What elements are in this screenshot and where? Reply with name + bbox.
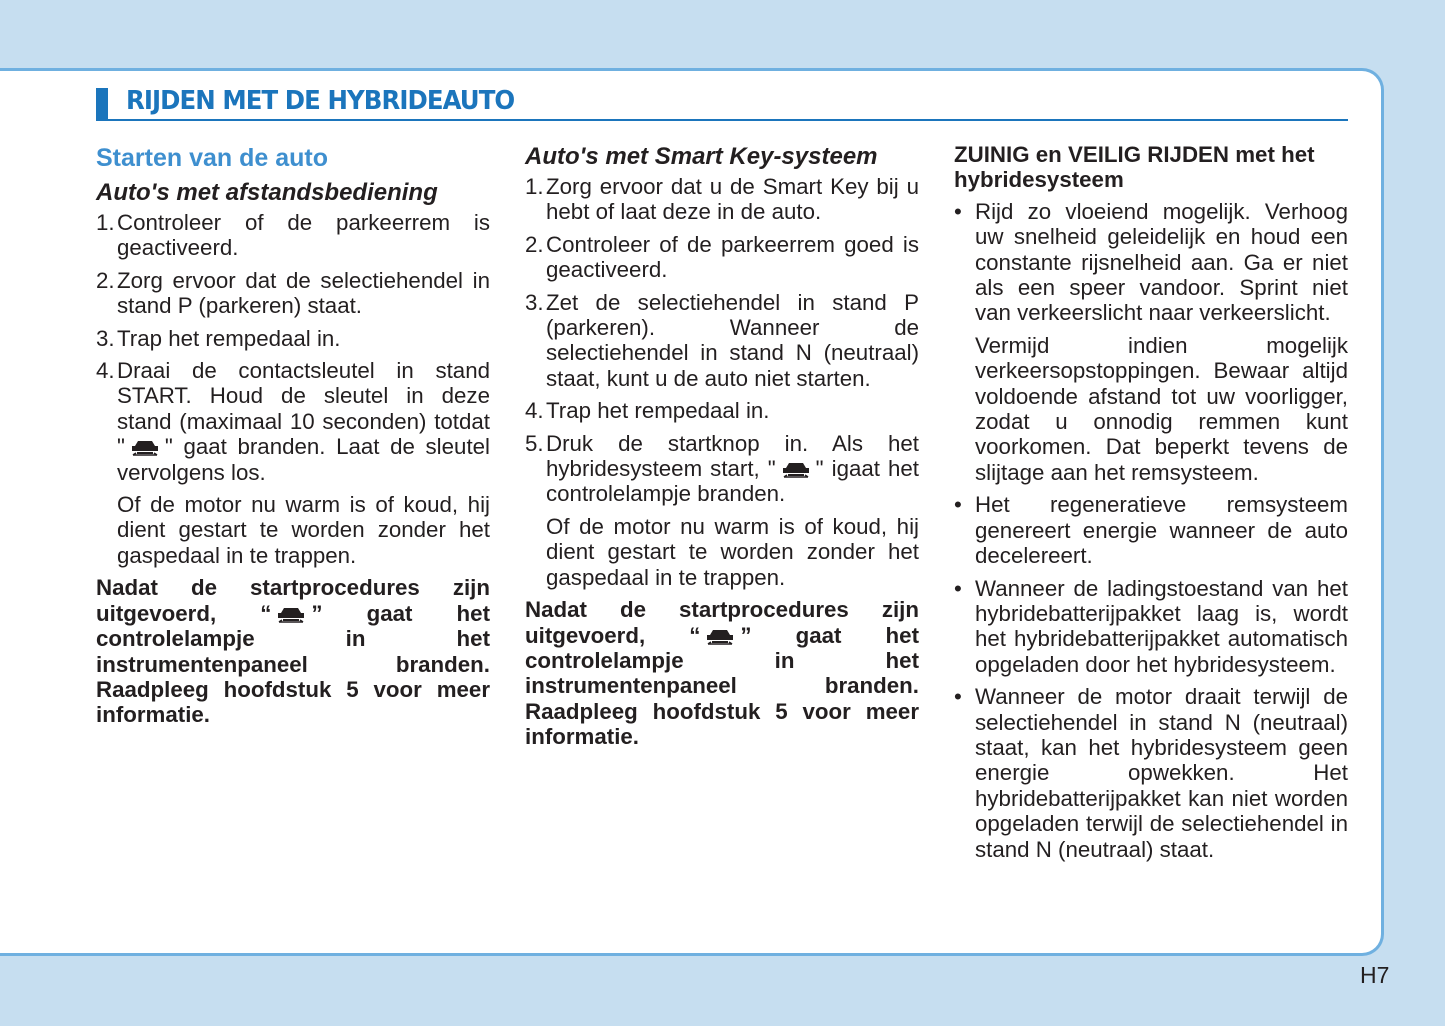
list-item [525, 232, 919, 283]
bullet-symbol: • [954, 684, 962, 710]
item-number: 4. [96, 358, 115, 384]
item-text: Zet de selectiehendel in stand P (parkeren). Wanneer de selectiehendel in stand N (neutraal) staat, kunt u de auto niet starten. [546, 289, 919, 391]
note: Nadat de startprocedures zijn uitgevoerd, “ ” gaat het controlelampje in het instrumentenpaneel branden. Raadpleeg hoofdstuk 5 voor meer informatie. [525, 597, 919, 750]
bullet-text: Het regeneratieve remsysteem genereert energie wanneer de auto decelereert. [975, 492, 1348, 569]
bullet-text: Rijd zo vloeiend mogelijk. Verhoog uw snelheid geleidelijk en houd een constante rijsnelheid aan. Ga er niet als een speer vandoor. Sprint niet van verkeerslicht naar verkeerslicht. [975, 198, 1348, 326]
item-text: Draai de contactsleutel in stand START. Houd de sleutel in deze stand (maximaal 10 seconden) totdat " " gaat branden. Laat de sleutel vervolgens los. [117, 358, 490, 485]
subheading-remote: Auto's met afstandsbediening [96, 179, 438, 206]
item-text: Zorg ervoor dat u de Smart Key bij u hebt of laat deze in de auto. [546, 174, 919, 225]
item-text: Druk de startknop in. Als het hybridesysteem start, " " igaat het controlelampje branden. [546, 430, 919, 507]
item-number: 5. [525, 430, 544, 456]
heading-economical-driving: ZUINIG en VEILIG RIJDEN met het hybridesysteem [954, 142, 1315, 193]
ready-indicator-icon [703, 627, 737, 646]
list-item [525, 431, 919, 507]
bullet-text: Wanneer de ladingstoestand van het hybridebatterijpakket laag is, wordt het hybridebatterijpakket automatisch opgeladen door het hybridesysteem. [975, 575, 1348, 677]
list-item [96, 326, 490, 351]
item-number: 3. [525, 289, 544, 315]
ready-indicator-icon [779, 460, 813, 479]
item-number: 3. [96, 325, 115, 351]
subheading-smart-key: Auto's met Smart Key-systeem [525, 143, 878, 170]
item-text: Trap het rempedaal in. [117, 325, 341, 351]
column-3 [954, 142, 1348, 869]
paragraph: Of de motor nu warm is of koud, hij dient gestart te worden zonder het gaspedaal in te trappen. [546, 513, 919, 590]
column-1 [96, 142, 490, 728]
bullet-item [954, 492, 1348, 568]
bullet-item [954, 576, 1348, 678]
item-text: Controleer of de parkeerrem goed is geactiveerd. [546, 231, 919, 283]
section-title: RIJDEN MET DE HYBRIDEAUTO [126, 86, 515, 116]
list-item [525, 290, 919, 392]
item-number: 2. [525, 231, 544, 257]
bullet-symbol: • [954, 492, 962, 518]
list-item [96, 268, 490, 319]
note: Nadat de startprocedures zijn uitgevoerd, “ ” gaat het controlelampje in het instrumentenpaneel branden. Raadpleeg hoofdstuk 5 voor meer informatie. [96, 575, 490, 728]
item-number: 1. [525, 174, 544, 199]
ready-indicator-icon [128, 438, 162, 457]
item-text: Controleer of de parkeerrem is geactiveerd. [117, 210, 490, 261]
bullet-symbol: • [954, 575, 962, 601]
bullet-item [954, 684, 1348, 862]
heading-starting: Starten van de auto [96, 144, 328, 172]
bullet-item [954, 199, 1348, 326]
list-item [96, 210, 490, 261]
item-text: Zorg ervoor dat de selectiehendel in stand P (parkeren) staat. [117, 267, 490, 319]
list-item [525, 398, 919, 423]
list-item [96, 358, 490, 485]
item-text: Trap het rempedaal in. [546, 398, 770, 424]
item-number: 1. [96, 210, 115, 235]
page-number: H7 [1360, 962, 1390, 988]
bullet-text: Wanneer de motor draait terwijl de selectiehendel in stand N (neutraal) staat, kan het hybridesysteem geen energie opwekken. Het hybridebatterijpakket kan niet worden opgeladen terwijl de selectiehendel in stand N (neutraal) staat. [975, 684, 1348, 862]
item-number: 2. [96, 267, 115, 293]
bullet-symbol: • [954, 198, 962, 224]
section-marker [96, 88, 108, 120]
ready-indicator-icon [274, 605, 308, 624]
section-rule [96, 119, 1348, 121]
list-item [525, 174, 919, 225]
item-number: 4. [525, 398, 544, 424]
column-2 [525, 142, 919, 750]
paragraph: Of de motor nu warm is of koud, hij dient gestart te worden zonder het gaspedaal in te trappen. [117, 492, 490, 568]
paragraph: Vermijd indien mogelijk verkeersopstoppingen. Bewaar altijd voldoende afstand tot uw voorligger, zodat u onnodig remmen kunt voorkomen. Dat beperkt tevens de slijtage aan het remsysteem. [975, 332, 1348, 485]
